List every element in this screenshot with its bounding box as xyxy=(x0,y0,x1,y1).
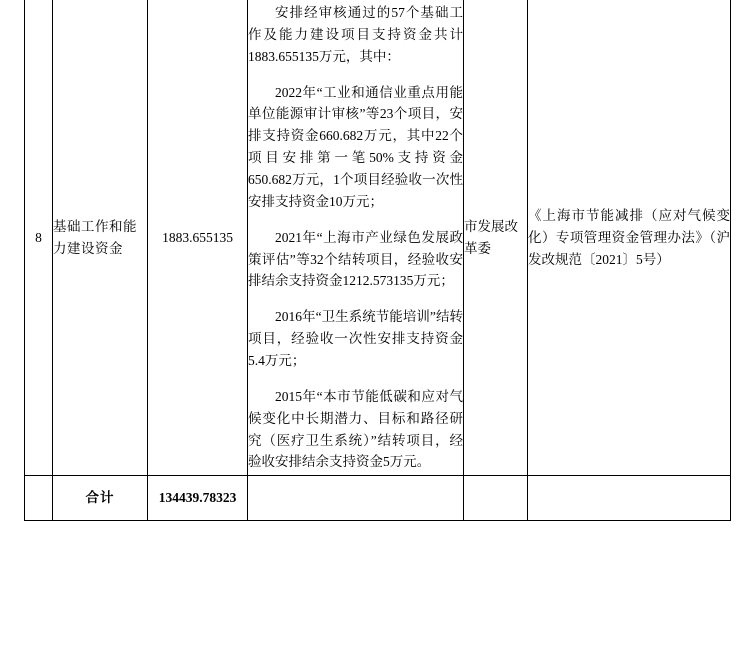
description-paragraph: 安排经审核通过的57个基础工作及能力建设项目支持资金共计1883.655135万元，其中： xyxy=(248,5,463,64)
total-label-cell xyxy=(53,476,148,521)
total-index-cell xyxy=(25,476,53,521)
total-department-cell xyxy=(464,476,528,521)
description-paragraph: 2022年“工业和通信业重点用能单位能源审计审核”等23个项目，安排支持资金660.682万元，其中22个项目安排第一笔50%支持资金650.682万元，1个项目经验收一次性安排支持资金10万元； xyxy=(248,84,463,209)
total-basis-cell xyxy=(528,476,731,521)
row-basis-cell xyxy=(528,0,731,476)
description-paragraph: 2016年“卫生系统节能培训”结转项目，经验收一次性安排支持资金5.4万元； xyxy=(248,309,463,369)
row-description-cell xyxy=(248,0,464,476)
funding-table xyxy=(24,0,731,521)
row-name: 基础工作和能力建设资金 xyxy=(53,218,137,256)
row-department-cell xyxy=(464,0,528,476)
description-paragraph: 2015年“本市节能低碳和应对气候变化中长期潜力、目标和路径研究（医疗卫生系统）”结转项目，经验收安排结余支持资金5万元。 xyxy=(248,388,463,470)
row-department: 市发展改革委 xyxy=(464,218,518,256)
row-name-cell xyxy=(53,0,148,476)
row-basis: 《上海市节能减排（应对气候变化）专项管理资金管理办法》（沪发改规范〔2021〕5号） xyxy=(528,207,730,267)
row-amount: 1883.655135 xyxy=(162,229,233,245)
total-label: 合计 xyxy=(85,490,115,506)
description-paragraph: 2021年“上海市产业绿色发展政策评估”等32个结转项目，经验收安排结余支持资金1212.573135万元； xyxy=(248,229,463,289)
row-index-cell xyxy=(25,0,53,476)
total-amount-cell xyxy=(148,476,248,521)
total-description-cell xyxy=(248,476,464,521)
table-total-row xyxy=(25,476,731,521)
table-row xyxy=(25,0,731,476)
total-amount: 134439.78323 xyxy=(158,490,237,506)
row-description xyxy=(248,0,463,475)
row-amount-cell xyxy=(148,0,248,476)
row-index: 8 xyxy=(35,229,42,245)
